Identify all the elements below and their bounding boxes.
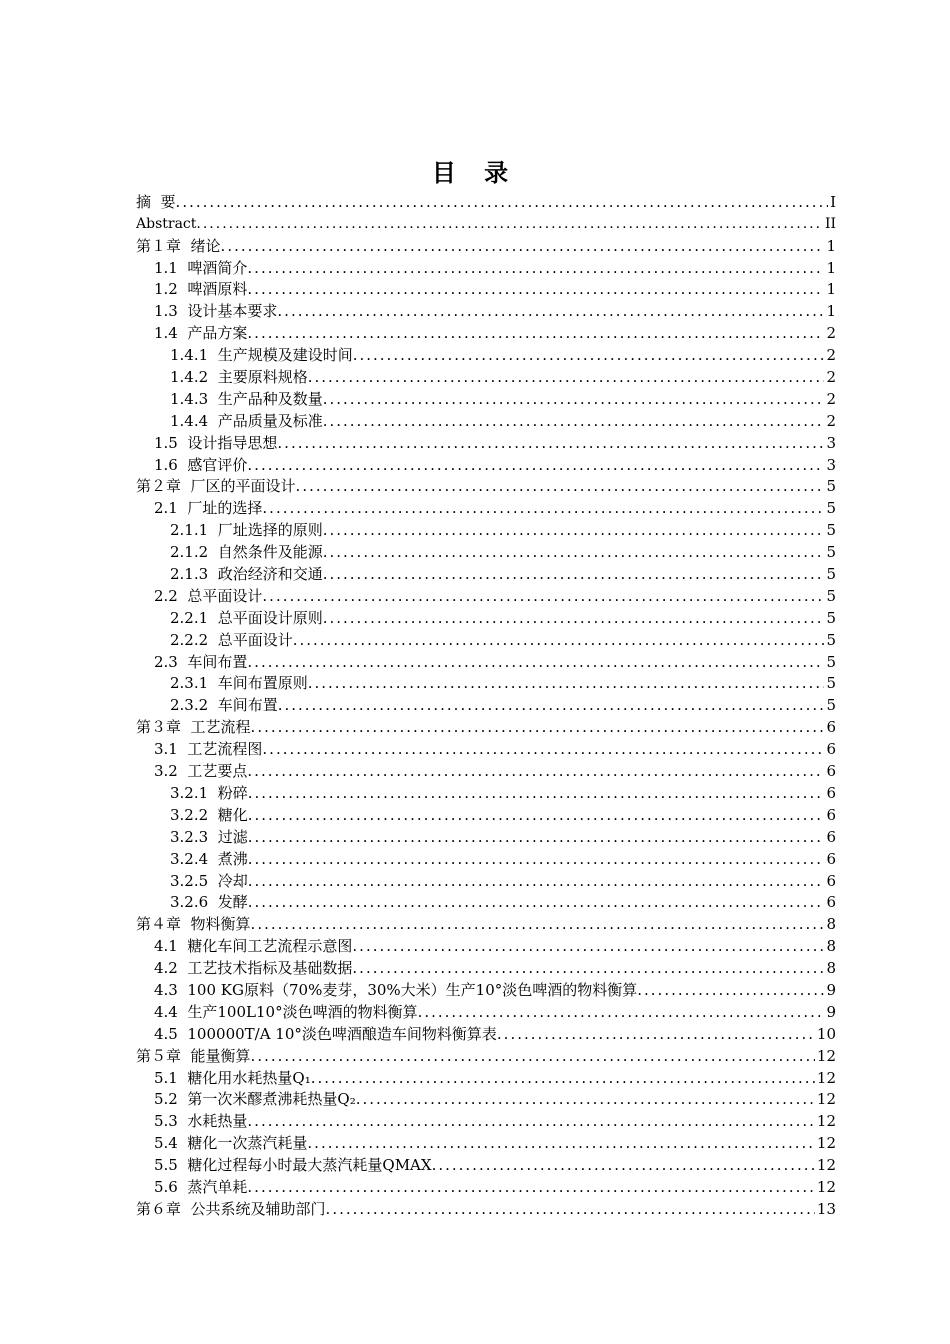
toc-entry-page: 12: [816, 1112, 836, 1131]
toc-entry-label: 5.4 糖化一次蒸汽耗量: [154, 1134, 308, 1153]
toc-entry-label: 1.2 啤酒原料: [154, 280, 248, 299]
toc-entry-page: 8: [826, 959, 836, 978]
toc-entry-label: 第１章 绪论: [136, 236, 221, 255]
toc-entry[interactable]: [136, 496, 836, 518]
toc-entry-page: 3: [826, 455, 836, 474]
toc-entry-page: I: [830, 192, 836, 211]
toc-entry-label: 1.4.3 生产品种及数量: [170, 389, 323, 408]
toc-entry[interactable]: [136, 299, 836, 321]
toc-dot-leader: [251, 717, 825, 737]
toc-entry[interactable]: [136, 978, 836, 1000]
toc-dot-leader: [247, 761, 824, 781]
toc-entry-label: 3.2.1 粉碎: [170, 783, 248, 802]
toc-entry[interactable]: [136, 715, 836, 737]
toc-entry[interactable]: [136, 934, 836, 956]
toc-entry-label: 5.5 糖化过程每小时最大蒸汽耗量QMAX: [154, 1156, 432, 1175]
toc-dot-leader: [326, 1199, 815, 1219]
toc-entry-page: II: [824, 215, 836, 232]
toc-entry[interactable]: [136, 343, 836, 365]
toc-entry-label: 5.1 糖化用水耗热量Q₁: [154, 1068, 311, 1087]
toc-dot-leader: [248, 871, 825, 891]
toc-entry[interactable]: [136, 869, 836, 891]
toc-entry[interactable]: [136, 518, 836, 540]
toc-entry-label: 1.3 设计基本要求: [154, 302, 278, 321]
toc-entry-label: 第４章 物料衡算: [136, 915, 251, 934]
toc-entry-page: 12: [816, 1134, 836, 1153]
toc-entry[interactable]: [136, 1175, 836, 1197]
toc-dot-leader: [248, 849, 825, 869]
toc-entry[interactable]: [136, 1153, 836, 1175]
page-title: 目 录: [431, 159, 519, 187]
toc-entry[interactable]: [136, 1197, 836, 1219]
toc-entry[interactable]: [136, 781, 836, 803]
toc-entry-label: 2.3.2 车间布置: [170, 696, 278, 715]
toc-entry-page: 3: [826, 433, 836, 452]
toc-entry-page: 5: [826, 543, 836, 562]
toc-entry[interactable]: [136, 737, 836, 759]
toc-entry-page: 8: [826, 915, 836, 934]
toc-entry-label: 摘 要: [136, 192, 176, 211]
toc-entry-page: 1: [826, 236, 836, 255]
toc-entry-page: 5: [826, 586, 836, 605]
toc-entry-label: Abstract: [136, 215, 197, 232]
toc-entry-page: 6: [826, 805, 836, 824]
toc-entry-page: 5: [826, 477, 836, 496]
toc-entry-label: 2.3.1 车间布置原则: [170, 674, 308, 693]
toc-dot-leader: [308, 673, 825, 693]
toc-entry[interactable]: [136, 1109, 836, 1131]
toc-dot-leader: [637, 980, 824, 1000]
toc-dot-leader: [323, 520, 825, 540]
toc-entry-page: 1: [826, 280, 836, 299]
toc-entry[interactable]: [136, 431, 836, 453]
toc-entry[interactable]: [136, 759, 836, 781]
toc-entry[interactable]: [136, 912, 836, 934]
toc-entry-label: 5.3 水耗热量: [154, 1112, 248, 1131]
toc-dot-leader: [251, 1046, 815, 1066]
toc-dot-leader: [323, 411, 825, 431]
toc-dot-leader: [247, 652, 824, 672]
toc-entry-page: 12: [816, 1046, 836, 1065]
toc-dot-leader: [352, 958, 824, 978]
toc-entry-label: 3.2.5 冷却: [170, 871, 248, 890]
toc-entry-page: 5: [826, 521, 836, 540]
toc-entry-page: 9: [826, 1002, 836, 1021]
toc-dot-leader: [248, 827, 825, 847]
toc-entry[interactable]: [136, 387, 836, 409]
toc-entry[interactable]: [136, 1131, 836, 1153]
toc-dot-leader: [262, 498, 824, 518]
toc-entry-page: 6: [826, 871, 836, 890]
toc-entry-label: 5.2 第一次米醪煮沸耗热量Q₂: [154, 1090, 356, 1109]
toc-dot-leader: [353, 345, 825, 365]
toc-entry-label: 第３章 工艺流程: [136, 718, 251, 737]
toc-entry[interactable]: [136, 1000, 836, 1022]
toc-entry[interactable]: [136, 278, 836, 300]
toc-dot-leader: [248, 783, 825, 803]
toc-dot-leader: [432, 1155, 815, 1175]
toc-dot-leader: [248, 892, 825, 912]
toc-entry-label: 3.1 工艺流程图: [154, 740, 263, 759]
toc-entry[interactable]: [136, 212, 836, 234]
toc-entry-label: 4.2 工艺技术指标及基础数据: [154, 959, 353, 978]
toc-entry[interactable]: [136, 1066, 836, 1088]
toc-dot-leader: [176, 192, 829, 212]
toc-entry-page: 5: [826, 696, 836, 715]
toc-entry-label: 3.2.2 糖化: [170, 805, 248, 824]
toc-entry[interactable]: [136, 693, 836, 715]
toc-dot-leader: [247, 455, 824, 475]
toc-dot-leader: [311, 1068, 815, 1088]
toc-entry-page: 5: [826, 565, 836, 584]
toc-entry-label: 1.4.4 产品质量及标准: [170, 411, 323, 430]
toc-entry[interactable]: [136, 584, 836, 606]
toc-entry-page: 12: [816, 1068, 836, 1087]
toc-dot-leader: [307, 1133, 815, 1153]
toc-dot-leader: [497, 1024, 815, 1044]
toc-entry-label: 第６章 公共系统及辅助部门: [136, 1199, 326, 1218]
toc-entry-label: 3.2.3 过滤: [170, 827, 248, 846]
toc-dot-leader: [196, 214, 823, 234]
toc-entry[interactable]: [136, 628, 836, 650]
toc-dot-leader: [323, 564, 825, 584]
toc-dot-leader: [356, 1089, 815, 1109]
toc-entry-label: 2.1 厂址的选择: [154, 499, 263, 518]
toc-entry-page: 9: [826, 980, 836, 999]
toc-entry-label: 2.2 总平面设计: [154, 586, 263, 605]
toc-entry-page: 12: [816, 1156, 836, 1175]
toc-entry-page: 5: [826, 499, 836, 518]
toc-entry-label: 2.1.2 自然条件及能源: [170, 543, 323, 562]
toc-entry[interactable]: [136, 190, 836, 212]
toc-entry-page: 1: [826, 258, 836, 277]
toc-dot-leader: [277, 433, 824, 453]
toc-dot-leader: [418, 1002, 825, 1022]
toc-entry[interactable]: [136, 891, 836, 913]
toc-entry-label: 1.4.2 主要原料规格: [170, 368, 308, 387]
toc-entry-label: 4.5 100000T/A 10°淡色啤酒酿造车间物料衡算表: [154, 1024, 497, 1043]
toc-entry[interactable]: [136, 1044, 836, 1066]
toc-entry[interactable]: [136, 1088, 836, 1110]
toc-dot-leader: [296, 476, 825, 496]
toc-entry-label: 1.4.1 生产规模及建设时间: [170, 346, 353, 365]
toc-entry-page: 6: [826, 762, 836, 781]
toc-entry-label: 3.2 工艺要点: [154, 762, 248, 781]
toc-entry-page: 5: [826, 652, 836, 671]
toc-dot-leader: [247, 1177, 815, 1197]
toc-entry-page: 5: [826, 630, 836, 649]
toc-entry-page: 6: [826, 740, 836, 759]
toc-entry-label: 3.2.6 发酵: [170, 893, 248, 912]
toc-entry[interactable]: [136, 672, 836, 694]
toc-dot-leader: [323, 389, 825, 409]
toc-entry[interactable]: [136, 650, 836, 672]
toc-entry-label: 1.5 设计指导思想: [154, 433, 278, 452]
toc-entry-page: 5: [826, 674, 836, 693]
toc-entry[interactable]: [136, 256, 836, 278]
toc-entry-label: 1.4 产品方案: [154, 324, 248, 343]
toc-dot-leader: [247, 323, 824, 343]
toc-entry-page: 13: [816, 1199, 836, 1218]
toc-entry-label: 3.2.4 煮沸: [170, 849, 248, 868]
toc-dot-leader: [308, 367, 825, 387]
toc-dot-leader: [248, 805, 825, 825]
toc-entry-page: 2: [826, 389, 836, 408]
toc-entry[interactable]: [136, 606, 836, 628]
toc-entry[interactable]: [136, 562, 836, 584]
toc-entry-label: 4.3 100 KG原料（70%麦芽，30%大米）生产10°淡色啤酒的物料衡算: [154, 980, 638, 999]
toc-entry[interactable]: [136, 365, 836, 387]
toc-dot-leader: [352, 936, 824, 956]
toc-dot-leader: [323, 542, 825, 562]
toc-dot-leader: [221, 236, 825, 256]
toc-entry-label: 第５章 能量衡算: [136, 1046, 251, 1065]
toc-entry[interactable]: [136, 1022, 836, 1044]
toc-entry-label: 1.1 啤酒简介: [154, 258, 248, 277]
toc-entry[interactable]: [136, 453, 836, 475]
toc-entry-label: 2.2.2 总平面设计: [170, 630, 293, 649]
toc-entry[interactable]: [136, 956, 836, 978]
toc-entry-page: 2: [826, 324, 836, 343]
toc-entry[interactable]: [136, 409, 836, 431]
toc-dot-leader: [262, 586, 824, 606]
table-of-contents: [136, 190, 836, 1219]
toc-entry-label: 2.3 车间布置: [154, 652, 248, 671]
toc-entry-page: 10: [816, 1024, 836, 1043]
toc-entry-label: 第２章 厂区的平面设计: [136, 477, 296, 496]
toc-entry-page: 6: [826, 849, 836, 868]
toc-entry-page: 6: [826, 893, 836, 912]
toc-entry-label: 2.1.1 厂址选择的原则: [170, 521, 323, 540]
toc-entry-label: 5.6 蒸汽单耗: [154, 1177, 248, 1196]
toc-entry-page: 6: [826, 827, 836, 846]
toc-entry[interactable]: [136, 234, 836, 256]
toc-dot-leader: [277, 301, 824, 321]
toc-entry-label: 4.1 糖化车间工艺流程示意图: [154, 937, 353, 956]
toc-dot-leader: [323, 608, 825, 628]
toc-entry-label: 1.6 感官评价: [154, 455, 248, 474]
toc-entry-page: 2: [826, 411, 836, 430]
toc-entry[interactable]: [136, 803, 836, 825]
toc-entry-page: 6: [826, 783, 836, 802]
toc-entry-page: 1: [826, 302, 836, 321]
toc-entry-page: 12: [816, 1090, 836, 1109]
toc-entry-label: 2.2.1 总平面设计原则: [170, 608, 323, 627]
toc-entry[interactable]: [136, 847, 836, 869]
toc-dot-leader: [251, 914, 825, 934]
toc-entry-page: 12: [816, 1177, 836, 1196]
toc-dot-leader: [247, 279, 824, 299]
toc-entry[interactable]: [136, 321, 836, 343]
toc-entry[interactable]: [136, 825, 836, 847]
toc-entry-label: 2.1.3 政治经济和交通: [170, 565, 323, 584]
toc-dot-leader: [247, 1111, 815, 1131]
toc-dot-leader: [262, 739, 824, 759]
toc-entry[interactable]: [136, 475, 836, 497]
toc-entry[interactable]: [136, 540, 836, 562]
toc-entry-page: 2: [826, 346, 836, 365]
toc-entry-page: 6: [826, 718, 836, 737]
toc-entry-page: 2: [826, 368, 836, 387]
toc-dot-leader: [293, 630, 825, 650]
toc-dot-leader: [247, 258, 824, 278]
toc-entry-page: 8: [826, 937, 836, 956]
toc-entry-label: 4.4 生产100L10°淡色啤酒的物料衡算: [154, 1002, 418, 1021]
toc-entry-page: 5: [826, 608, 836, 627]
toc-dot-leader: [278, 695, 825, 715]
